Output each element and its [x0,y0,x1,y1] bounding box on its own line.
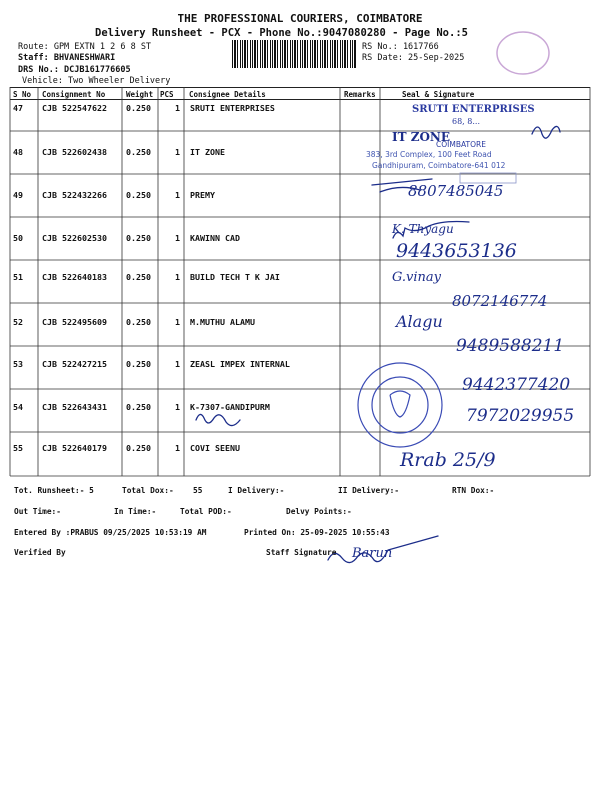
stamp-itzone-address2: Gandhipuram, Coimbatore-641 012 [372,161,506,170]
route: Route: GPM EXTN 1 2 6 8 ST [18,42,152,52]
handwriting-name-51: G.vinay [392,270,442,285]
handwriting-phone-52: 9489588211 [456,336,565,356]
stamp-sruti-address: 68, 8... [452,117,480,126]
stamp-itzone-address1: 383, 3rd Complex, 100 Feet Road [366,150,492,159]
row-consignment: CJB 522640183 [42,272,107,282]
rs-date: RS Date: 25-Sep-2025 [362,53,465,63]
footer-entered-by: Entered By :PRABUS 09/25/2025 10:53:19 AM [14,528,207,537]
drs-number: DRS No.: DCJB161776605 [18,65,131,75]
footer-in-time: In Time:- [114,507,157,516]
col-remarks: Remarks [344,90,376,99]
col-consignee: Consignee Details [189,90,266,99]
footer-total-dox-label: Total Dox:- [122,486,174,495]
row-weight: 0.250 [126,402,151,412]
stamp-itzone-city: COIMBATORE [436,140,486,149]
footer-out-time: Out Time:- [14,507,61,516]
footer-ii-delivery: II Delivery:- [338,486,400,495]
staff: Staff: BHVANESHWARI [18,53,116,63]
row-pcs: 1 [175,190,180,200]
row-consignment: CJB 522432266 [42,190,107,200]
row-sno: 54 [13,402,23,412]
row-consignee: COVI SEENU [190,443,240,453]
footer-printed-on: Printed On: 25-09-2025 10:55:43 [244,528,390,537]
footer-rtn-dox: RTN Dox:- [452,486,495,495]
footer-tot-runsheet: Tot. Runsheet:- 5 [14,486,94,495]
row-sno: 51 [13,272,23,282]
handwriting-name-50: K. Thyagu [392,222,454,236]
row-consignee: K-7307-GANDIPURM [190,402,270,412]
footer-total-dox-value: 55 [193,486,203,495]
row-sno: 53 [13,359,23,369]
row-consignment: CJB 522643431 [42,402,107,412]
row-weight: 0.250 [126,103,151,113]
row-consignee: IT ZONE [190,147,225,157]
signature-row47 [532,126,560,138]
round-stamp-row53 [358,363,442,447]
row-weight: 0.250 [126,443,151,453]
col-pcs: PCS [160,90,174,99]
row-consignee: PREMY [190,190,215,200]
row-consignment: CJB 522640179 [42,443,107,453]
row-consignment: CJB 522602530 [42,233,107,243]
row-sno: 49 [13,190,23,200]
row-sno: 52 [13,317,23,327]
handwriting-phone-54: 7972029955 [466,406,575,426]
row-consignment: CJB 522427215 [42,359,107,369]
row-pcs: 1 [175,359,180,369]
col-weight: Weight [126,90,154,99]
row-consignee: M.MUTHU ALAMU [190,317,255,327]
row-sno: 47 [13,103,23,113]
handwriting-phone-49: 8807485045 [408,182,504,200]
handwriting-phone-51: 8072146774 [452,292,548,310]
company-title: THE PROFESSIONAL COURIERS, COIMBATORE [177,12,423,25]
row-weight: 0.250 [126,359,151,369]
row-weight: 0.250 [126,233,151,243]
row-pcs: 1 [175,317,180,327]
row-sno: 55 [13,443,23,453]
row-consignment: CJB 522547622 [42,103,107,113]
row-pcs: 1 [175,233,180,243]
handwriting-phone-53: 9442377420 [462,375,571,395]
signature-row54 [196,414,240,425]
row-weight: 0.250 [126,272,151,282]
row-consignee: SRUTI ENTERPRISES [190,103,275,113]
row-pcs: 1 [175,443,180,453]
footer-verified-by: Verified By [14,548,66,557]
vehicle: Vehicle: Two Wheeler Delivery [22,76,171,86]
row-pcs: 1 [175,147,180,157]
row-consignee: ZEASL IMPEX INTERNAL [190,359,290,369]
handwriting-receiver-55: Rrab 25/9 [400,449,496,471]
handwriting-phone-50: 9443653136 [396,240,517,262]
footer-i-delivery: I Delivery:- [228,486,285,495]
stamp-itzone-name: IT ZONE [392,130,451,144]
rs-number: RS No.: 1617766 [362,42,439,52]
col-seal-signature: Seal & Signature [402,90,475,99]
row-pcs: 1 [175,272,180,282]
row-sno: 48 [13,147,23,157]
staff-signature-handwriting: Barun [352,546,393,561]
row-weight: 0.250 [126,317,151,327]
col-consignment: Consignment No [42,90,106,99]
col-sno: S No [13,90,32,99]
footer-staff-signature: Staff Signature [266,548,337,557]
stamp-sruti-name: SRUTI ENTERPRISES [412,104,535,115]
row-consignee: BUILD TECH T K JAI [190,272,280,282]
footer-delvy-points: Delvy Points:- [286,507,352,516]
row-consignee: KAWINN CAD [190,233,240,243]
row-weight: 0.250 [126,147,151,157]
row-pcs: 1 [175,103,180,113]
footer-total-pod: Total POD:- [180,507,232,516]
runsheet-title: Delivery Runsheet - PCX - Phone No.:9047080280 - Page No.:5 [95,27,468,39]
row-weight: 0.250 [126,190,151,200]
row-consignment: CJB 522495609 [42,317,107,327]
row-pcs: 1 [175,402,180,412]
row-consignment: CJB 522602438 [42,147,107,157]
row-sno: 50 [13,233,23,243]
handwriting-name-52: Alagu [396,312,443,331]
